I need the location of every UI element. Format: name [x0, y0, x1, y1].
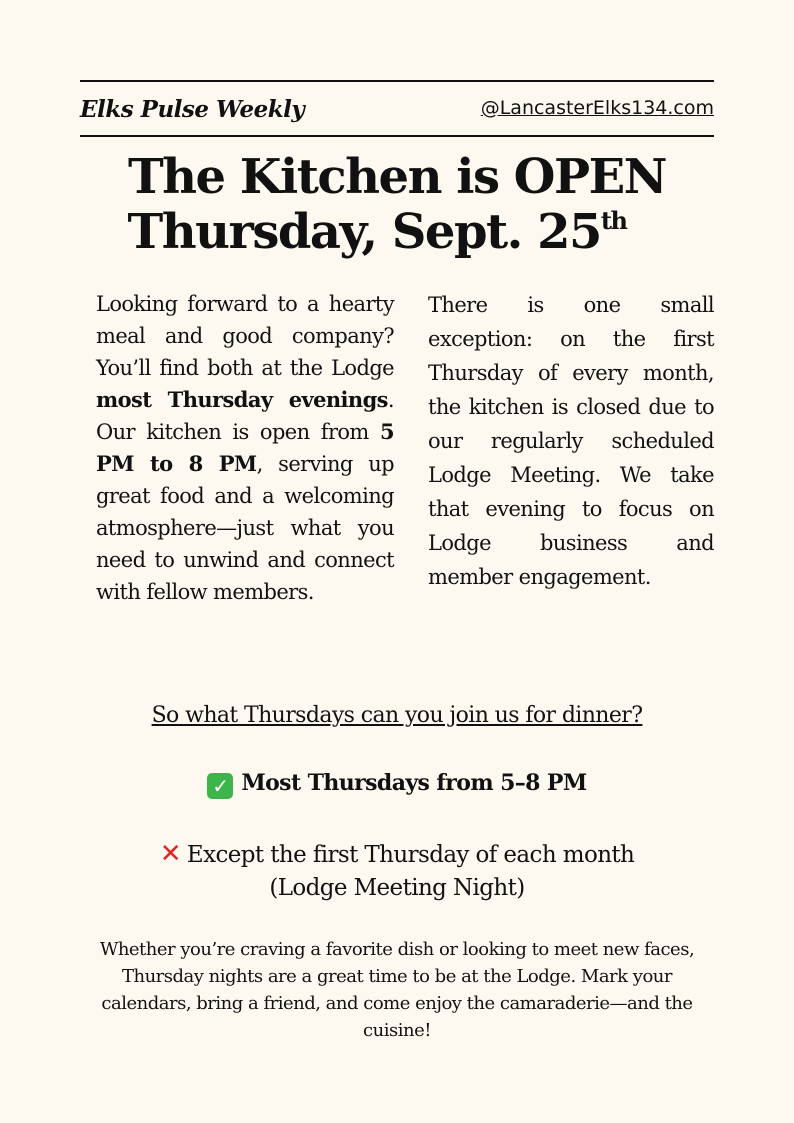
masthead-title: Elks Pulse Weekly	[80, 96, 305, 123]
headline-date-suffix: th	[600, 206, 627, 235]
schedule-question	[0, 703, 794, 728]
left-bold-1: most Thursday evenings	[96, 387, 388, 412]
schedule-yes-line	[0, 770, 794, 799]
left-text-3: , serving up great food and a welcoming atmosphere—just what you need to unwind and connect with fellow members.	[96, 452, 394, 604]
closing-paragraph: Whether you’re craving a favorite dish or looking to meet new faces, Thursday nights are a great time to be at the Lodge. Mark your calendars, bring a friend, and come enjoy the camaraderie—and the cuisine!	[99, 939, 695, 1041]
headline-line-1: The Kitchen is OPEN	[127, 149, 667, 205]
masthead-bottom-rule	[80, 135, 714, 137]
cross-mark-icon: ✕	[159, 839, 181, 869]
headline-date: Thursday, Sept. 25	[127, 204, 601, 260]
schedule-exception	[0, 838, 794, 905]
left-bold-2: 5 PM to 8 PM	[96, 419, 394, 476]
masthead-top-rule	[80, 80, 714, 82]
schedule-exception-text: Except the first Thursday of each month	[186, 842, 635, 868]
headline-line-2	[0, 205, 794, 260]
left-text-2: . Our kitchen is open from	[96, 388, 394, 444]
schedule-yes-text: Most Thursdays from 5–8 PM	[241, 770, 587, 796]
schedule-exception-line-2: (Lodge Meeting Night)	[269, 875, 525, 901]
schedule-exception-line-1	[0, 838, 794, 872]
headline	[0, 150, 794, 260]
website-link[interactable]: @LancasterElks134.com	[480, 97, 714, 119]
right-column-paragraph: There is one small exception: on the first Thursday of every month, the kitchen is closed due to our regularly scheduled Lodge Meeting. We take that evening to focus on Lodge business and member engagement.	[428, 293, 714, 589]
left-column-paragraph	[96, 288, 394, 608]
check-mark-icon: ✓	[207, 773, 233, 799]
schedule-question-text: So what Thursdays can you join us for dinner?	[151, 703, 643, 728]
left-text-1: Looking forward to a hearty meal and good company? You’ll find both at the Lodge	[96, 292, 394, 380]
